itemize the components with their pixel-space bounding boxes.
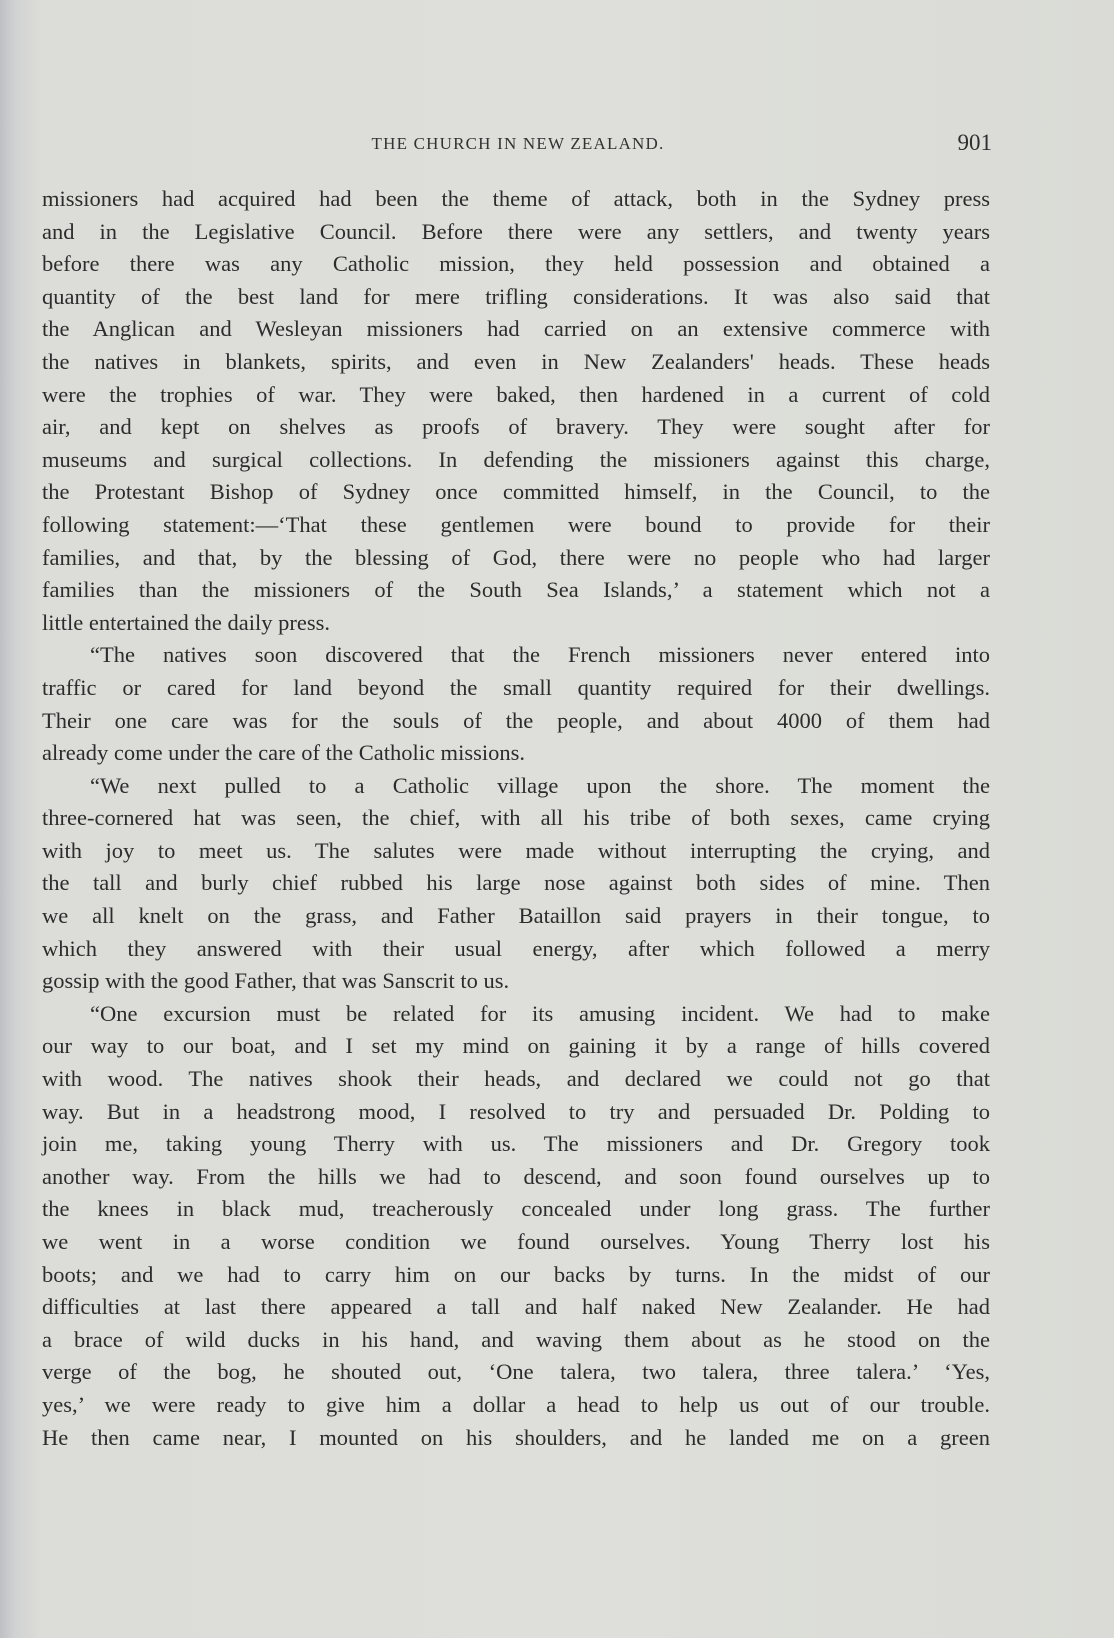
text-line: our way to our boat, and I set my mind on gaining it by a range of hills covered <box>42 1033 990 1059</box>
body-text <box>42 183 990 1454</box>
text-line: “One excursion must be related for its amusing incident. We had to make <box>90 1000 990 1026</box>
text-line: a brace of wild ducks in his hand, and waving them about as he stood on the <box>42 1326 990 1352</box>
text-line: quantity of the best land for mere trifling considerations. It was also said that <box>42 283 990 309</box>
text-line: traffic or cared for land beyond the small quantity required for their dwellings. <box>42 674 990 700</box>
running-header <box>44 130 992 166</box>
text-line: boots; and we had to carry him on our backs by turns. In the midst of our <box>42 1261 990 1287</box>
text-line: families, and that, by the blessing of God, there were no people who had larger <box>42 544 990 570</box>
text-line: already come under the care of the Catholic missions. <box>42 740 525 766</box>
text-line: another way. From the hills we had to descend, and soon found ourselves up to <box>42 1163 990 1189</box>
text-line: which they answered with their usual energy, after which followed a merry <box>42 935 990 961</box>
text-line: difficulties at last there appeared a tall and half naked New Zealander. He had <box>42 1294 990 1320</box>
text-line: “The natives soon discovered that the French missioners never entered into <box>90 642 990 668</box>
text-line: the knees in black mud, treacherously concealed under long grass. The further <box>42 1196 990 1222</box>
text-line: way. But in a headstrong mood, I resolved to try and persuaded Dr. Polding to <box>42 1098 990 1124</box>
text-line: the natives in blankets, spirits, and even in New Zealanders' heads. These heads <box>42 348 990 374</box>
text-line: with joy to meet us. The salutes were made without interrupting the crying, and <box>42 837 990 863</box>
text-line: the Anglican and Wesleyan missioners had carried on an extensive commerce with <box>42 316 990 342</box>
text-line: three-cornered hat was seen, the chief, with all his tribe of both sexes, came crying <box>42 805 990 831</box>
text-line: verge of the bog, he shouted out, ‘One talera, two talera, three talera.’ ‘Yes, <box>42 1359 990 1385</box>
text-line: missioners had acquired had been the theme of attack, both in the Sydney press <box>42 186 990 211</box>
text-line: join me, taking young Therry with us. The missioners and Dr. Gregory took <box>42 1131 990 1157</box>
text-line: and in the Legislative Council. Before there were any settlers, and twenty years <box>42 218 990 244</box>
text-line: we all knelt on the grass, and Father Bataillon said prayers in their tongue, to <box>42 903 990 929</box>
text-line: little entertained the daily press. <box>42 609 331 635</box>
text-line: museums and surgical collections. In defending the missioners against this charge, <box>42 446 990 472</box>
text-line: air, and kept on shelves as proofs of bravery. They were sought after for <box>42 414 990 440</box>
text-line: gossip with the good Father, that was Sanscrit to us. <box>42 968 510 994</box>
text-line: Their one care was for the souls of the people, and about 4000 of them had <box>42 707 990 733</box>
text-line: following statement:—‘That these gentlemen were bound to provide for their <box>42 511 990 537</box>
text-line: were the trophies of war. They were baked, then hardened in a current of cold <box>42 381 990 407</box>
text-line: with wood. The natives shook their heads, and declared we could not go that <box>42 1066 990 1092</box>
page-number: 901 <box>957 130 992 155</box>
running-title: THE CHURCH IN NEW ZEALAND. <box>371 134 665 153</box>
text-line: He then came near, I mounted on his shoulders, and he landed me on a green <box>42 1424 990 1450</box>
text-line: we went in a worse condition we found ourselves. Young Therry lost his <box>42 1229 990 1254</box>
text-line: the tall and burly chief rubbed his large nose against both sides of mine. Then <box>42 870 990 896</box>
text-line: before there was any Catholic mission, they held possession and obtained a <box>42 251 990 277</box>
text-line: yes,’ we were ready to give him a dollar a head to help us out of our trouble. <box>42 1391 990 1417</box>
text-line: the Protestant Bishop of Sydney once committed himself, in the Council, to the <box>42 479 990 505</box>
text-line: “We next pulled to a Catholic village upon the shore. The moment the <box>90 772 990 798</box>
text-line: families than the missioners of the South Sea Islands,’ a statement which not a <box>42 577 990 603</box>
